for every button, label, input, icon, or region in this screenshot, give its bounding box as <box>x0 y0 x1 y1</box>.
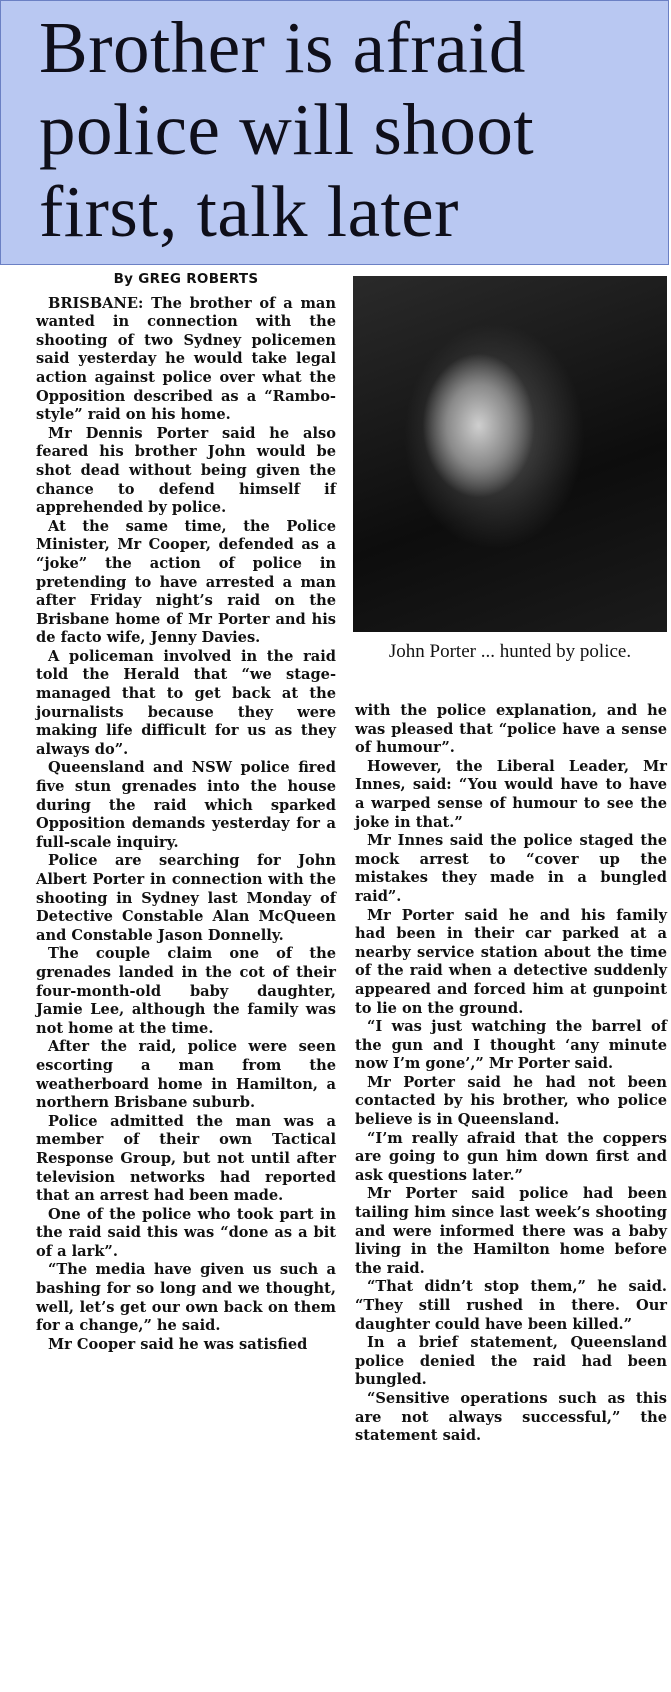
paragraph: Mr Cooper said he was satisfied <box>48 1335 308 1353</box>
photo-caption: John Porter ... hunted by police. <box>388 641 632 662</box>
paragraph: Police admitted the man was a member of their own Tactical Response Group, but not until after television networks had reported that an arrest had been made. <box>36 1112 336 1205</box>
paragraph: “I’m really afraid that the coppers are going to gun him down first and ask questions later.” <box>355 1129 667 1184</box>
paragraph: “Sensitive operations such as this are not always successful,” the statement said. <box>355 1389 667 1445</box>
article-column-right <box>355 702 667 1446</box>
paragraph: The couple claim one of the grenades landed in the cot of their four-month-old baby daughter, Jamie Lee, although the family was not home at the time. <box>36 945 336 1037</box>
paragraph: “I was just watching the barrel of the gun and I thought ‘any minute now I’m gone’,” Mr Porter said. <box>355 1018 667 1073</box>
paragraph: “That didn’t stop them,” he said. “They still rushed in there. Our daughter could have been killed.” <box>355 1278 667 1333</box>
paragraph: BRISBANE: The brother of a man wanted in connection with the shooting of two Sydney policemen said yesterday he would take legal action against police over what the Opposition described as a “Rambo-style” raid on his home. <box>36 294 336 424</box>
headline <box>39 7 664 253</box>
byline: By GREG ROBERTS <box>113 271 259 287</box>
paragraph: Mr Porter said police had been tailing him since last week’s shooting and were informed there was a baby living in the Hamilton home before the raid. <box>355 1185 667 1277</box>
paragraph: Mr Porter said he and his family had been in their car parked at a nearby service station about the time of the raid when a detective suddenly appeared and forced him at gunpoint to lie on the ground. <box>355 906 667 1017</box>
paragraph: In a brief statement, Queensland police denied the raid had been bungled. <box>355 1334 667 1389</box>
paragraph: One of the police who took part in the raid said this was “done as a bit of a lark”. <box>36 1205 336 1260</box>
paragraph: Mr Dennis Porter said he also feared his brother John would be shot dead without being given the chance to defend himself if apprehended by police. <box>36 424 336 517</box>
headline-box <box>0 0 669 265</box>
paragraph: At the same time, the Police Minister, Mr Cooper, defended as a “joke” the action of police in pretending to have arrested a man after Friday night’s raid on the Brisbane home of Mr Porter and his de facto wife, Jenny Davies. <box>36 517 336 647</box>
paragraph: “The media have given us such a bashing for so long and we thought, well, let’s get our own back on them for a change,” he said. <box>36 1261 336 1335</box>
paragraph: Mr Porter said he had not been contacted by his brother, who police believe is in Queensland. <box>355 1073 667 1129</box>
paragraph: Mr Innes said the police staged the mock arrest to “cover up the mistakes they made in a bungled raid”. <box>355 832 667 905</box>
headline-line-3: first, talk later <box>39 171 459 252</box>
paragraph: However, the Liberal Leader, Mr Innes, said: “You would have to have a warped sense of humour to see the joke in that.” <box>355 757 667 831</box>
paragraph: Police are searching for John Albert Porter in connection with the shooting in Sydney last Monday of Detective Constable Alan McQueen and Constable Jason Donnelly. <box>36 852 336 944</box>
article-column-left <box>36 268 336 1354</box>
photo-john-porter <box>353 276 667 632</box>
headline-line-2: police will shoot <box>39 89 535 170</box>
paragraph: Queensland and NSW police fired five stun grenades into the house during the raid which sparked Opposition demands yesterday for a full-scale inquiry. <box>36 759 336 851</box>
headline-line-1: Brother is afraid <box>39 7 526 88</box>
paragraph: A policeman involved in the raid told the Herald that “we stage-managed that to get back at the journalists because they were making life difficult for us as they always do”. <box>36 647 336 758</box>
paragraph: After the raid, police were seen escorting a man from the weatherboard home in Hamilton, a northern Brisbane suburb. <box>36 1038 336 1112</box>
paragraph: with the police explanation, and he was pleased that “police have a sense of humour”. <box>355 702 667 757</box>
